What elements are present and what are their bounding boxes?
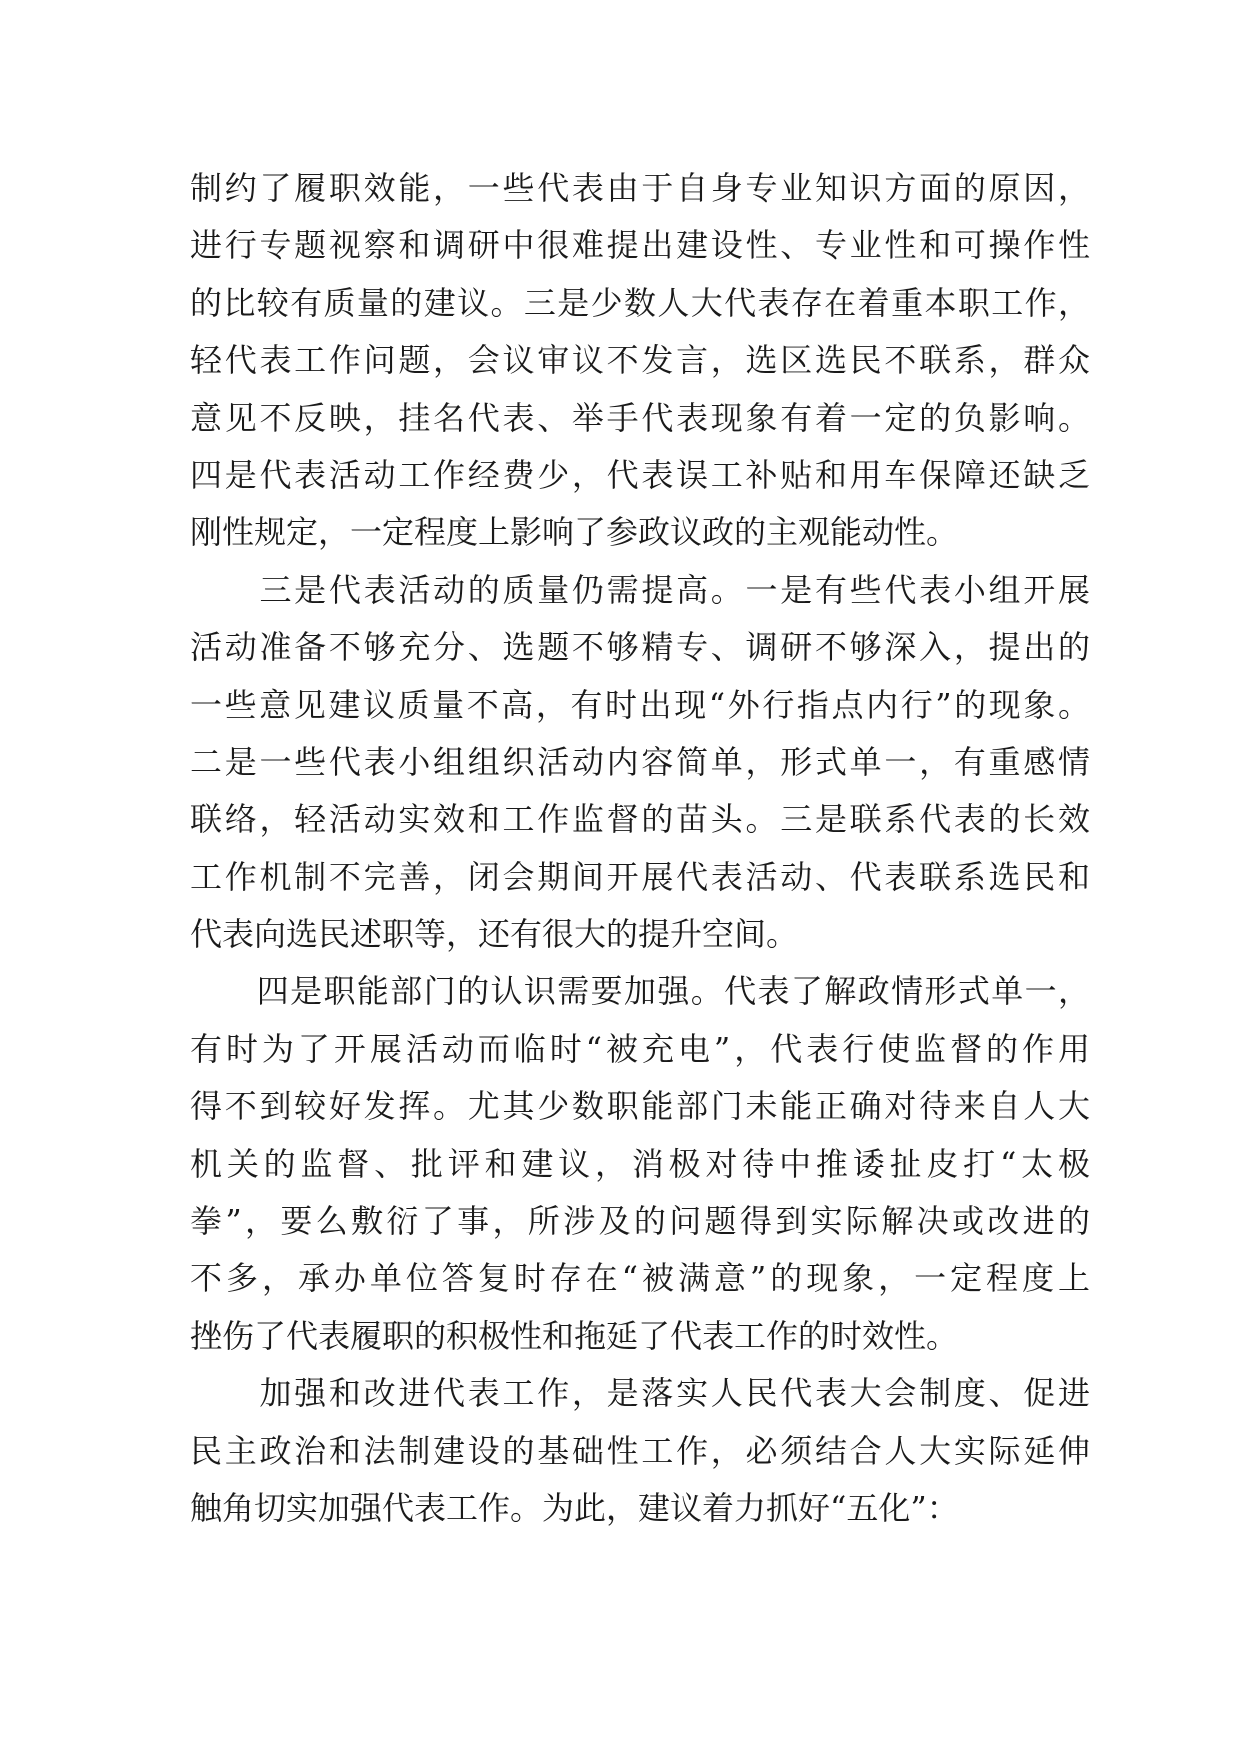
text-line-3: 的比较有质量的建议。三是少数人大代表存在着重本职工作， <box>190 283 1090 322</box>
text-line-7: 刚性规定，一定程度上影响了参政议政的主观能动性。 <box>190 513 959 552</box>
text-line-5: 意见不反映，挂名代表、举手代表现象有着一定的负影响。 <box>190 398 1090 437</box>
text-line-24: 触角切实加强代表工作。为此，建议着力抓好“五化”： <box>190 1488 959 1527</box>
text-line-11: 二是一些代表小组组织活动内容简单，形式单一，有重感情 <box>190 742 1090 781</box>
text-line-6: 四是代表活动工作经费少，代表误工补贴和用车保障还缺乏 <box>190 455 1090 494</box>
body-text <box>190 160 1090 1537</box>
text-line-13: 工作机制不完善，闭会期间开展代表活动、代表联系选民和 <box>190 857 1090 896</box>
text-line-4: 轻代表工作问题，会议审议不发言，选区选民不联系，群众 <box>190 341 1090 380</box>
text-line-15: 四是职能部门的认识需要加强。代表了解政情形式单一， <box>190 972 1090 1011</box>
text-line-9: 活动准备不够充分、选题不够精专、调研不够深入，提出的 <box>190 628 1090 667</box>
text-line-2: 进行专题视察和调研中很难提出建设性、专业性和可操作性 <box>190 226 1090 265</box>
text-line-16: 有时为了开展活动而临时“被充电”，代表行使监督的作用 <box>190 1029 1090 1068</box>
text-line-8: 三是代表活动的质量仍需提高。一是有些代表小组开展 <box>190 570 1090 609</box>
text-line-17: 得不到较好发挥。尤其少数职能部门未能正确对待来自人大 <box>190 1087 1090 1126</box>
text-line-20: 不多，承办单位答复时存在“被满意”的现象，一定程度上 <box>190 1259 1090 1298</box>
text-line-21: 挫伤了代表履职的积极性和拖延了代表工作的时效性。 <box>190 1316 959 1355</box>
text-line-22: 加强和改进代表工作，是落实人民代表大会制度、促进 <box>190 1374 1090 1413</box>
text-line-12: 联络，轻活动实效和工作监督的苗头。三是联系代表的长效 <box>190 800 1090 839</box>
text-line-19: 拳”，要么敷衍了事，所涉及的问题得到实际解决或改进的 <box>190 1202 1090 1241</box>
text-line-23: 民主政治和法制建设的基础性工作，必须结合人大实际延伸 <box>190 1431 1090 1470</box>
text-line-18: 机关的监督、批评和建议，消极对待中推诿扯皮打“太极 <box>190 1144 1090 1183</box>
text-line-10: 一些意见建议质量不高，有时出现“外行指点内行”的现象。 <box>190 685 1090 724</box>
text-line-14: 代表向选民述职等，还有很大的提升空间。 <box>190 915 799 954</box>
text-line-1: 制约了履职效能，一些代表由于自身专业知识方面的原因， <box>190 169 1090 207</box>
